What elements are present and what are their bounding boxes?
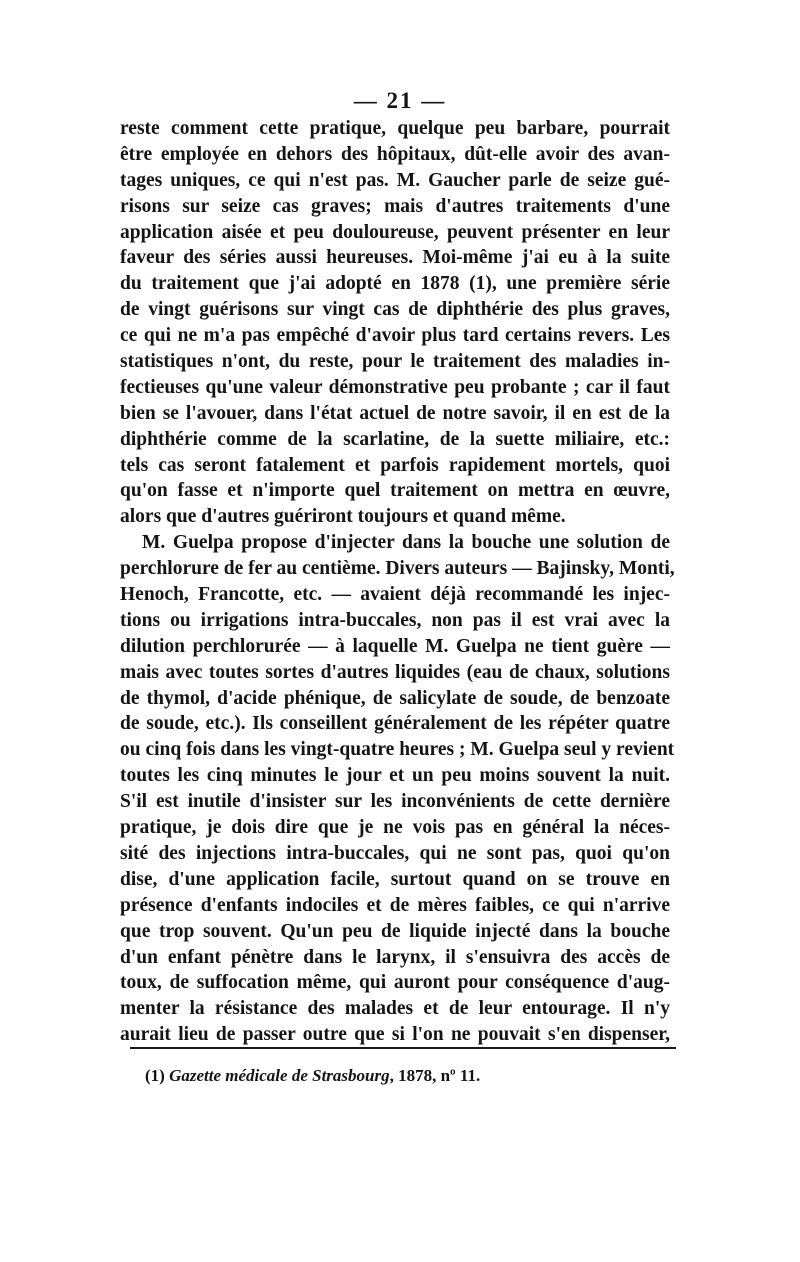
text-line: être employée en dehors des hôpitaux, dût-elle avoir des avan- (120, 143, 670, 165)
text-line: diphthérie comme de la scarlatine, de la suette miliaire, etc.: (120, 428, 670, 450)
text-line: risons sur seize cas graves; mais d'autres traitements d'une (120, 195, 670, 217)
text-line: mais avec toutes sortes d'autres liquides (eau de chaux, solutions (120, 661, 670, 683)
text-line: qu'on fasse et n'importe quel traitement on mettra en œuvre, (120, 480, 670, 502)
text-line: d'un enfant pénètre dans le larynx, il s'ensuivra des accès de (120, 946, 670, 968)
text-line: bien se l'avouer, dans l'état actuel de notre savoir, il en est de la (120, 402, 670, 424)
text-line: dilution perchlorurée — à laquelle M. Guelpa ne tient guère — (120, 635, 670, 657)
text-line: toutes les cinq minutes le jour et un peu moins souvent la nuit. (120, 765, 670, 787)
text-line: statistiques n'ont, du reste, pour le traitement des maladies in- (120, 351, 670, 373)
text-line: aurait lieu de passer outre que si l'on ne pouvait s'en dispenser, (120, 1024, 670, 1046)
text-line: sité des injections intra-buccales, qui ne sont pas, quoi qu'on (120, 842, 670, 864)
text-line: tels cas seront fatalement et parfois rapidement mortels, quoi (120, 454, 670, 476)
text-line: ou cinq fois dans les vingt-quatre heures ; M. Guelpa seul y revient (120, 739, 675, 761)
text-line: Henoch, Francotte, etc. — avaient déjà recommandé les injec- (120, 584, 670, 606)
text-line: tages uniques, ce qui n'est pas. M. Gaucher parle de seize gué- (120, 169, 670, 191)
text-line: M. Guelpa propose d'injecter dans la bouche une solution de (142, 532, 670, 554)
text-line: de soude, etc.). Ils conseillent généralement de les répéter quatre (120, 713, 670, 735)
text-line: faveur des séries aussi heureuses. Moi-même j'ai eu à la suite (120, 247, 670, 269)
text-line: tions ou irrigations intra-buccales, non pas il est vrai avec la (120, 609, 670, 631)
text-line: menter la résistance des malades et de leur entourage. Il n'y (120, 998, 670, 1020)
text-line: reste comment cette pratique, quelque peu barbare, pourrait (120, 118, 670, 139)
footnote-details: , 1878, nº 11. (389, 1066, 481, 1085)
text-line: de thymol, d'acide phénique, de salicylate de soude, de benzoate (120, 687, 670, 709)
text-line: fectieuses qu'une valeur démonstrative peu probante ; car il faut (120, 376, 670, 398)
page-number: — 21 — (353, 88, 447, 113)
text-line: S'il est inutile d'insister sur les inconvénients de cette dernière (120, 791, 670, 813)
text-line: ce qui ne m'a pas empêché d'avoir plus tard certains revers. Les (120, 325, 670, 347)
footnote-rule (130, 1047, 676, 1049)
text-line: toux, de suffocation même, qui auront pour conséquence d'aug- (120, 972, 670, 994)
body-text (120, 116, 675, 1048)
footnote-source: Gazette médicale de Strasbourg (169, 1066, 390, 1085)
footnote (145, 1066, 480, 1086)
text-line: perchlorure de fer au centième. Divers auteurs — Bajinsky, Monti, (120, 558, 675, 580)
text-line: du traitement que j'ai adopté en 1878 (1), une première série (120, 273, 670, 295)
text-line: pratique, je dois dire que je ne vois pas en général la néces- (120, 817, 670, 839)
text-line: présence d'enfants indociles et de mères faibles, ce qui n'arrive (120, 894, 670, 916)
text-line: de vingt guérisons sur vingt cas de diphthérie des plus graves, (120, 299, 670, 321)
text-line: que trop souvent. Qu'un peu de liquide injecté dans la bouche (120, 920, 670, 942)
footnote-marker: (1) (145, 1066, 165, 1085)
text-line: alors que d'autres guériront toujours et quand même. (120, 506, 566, 528)
text-line: dise, d'une application facile, surtout quand on se trouve en (120, 868, 670, 890)
text-line: application aisée et peu douloureuse, peuvent présenter en leur (120, 221, 670, 243)
